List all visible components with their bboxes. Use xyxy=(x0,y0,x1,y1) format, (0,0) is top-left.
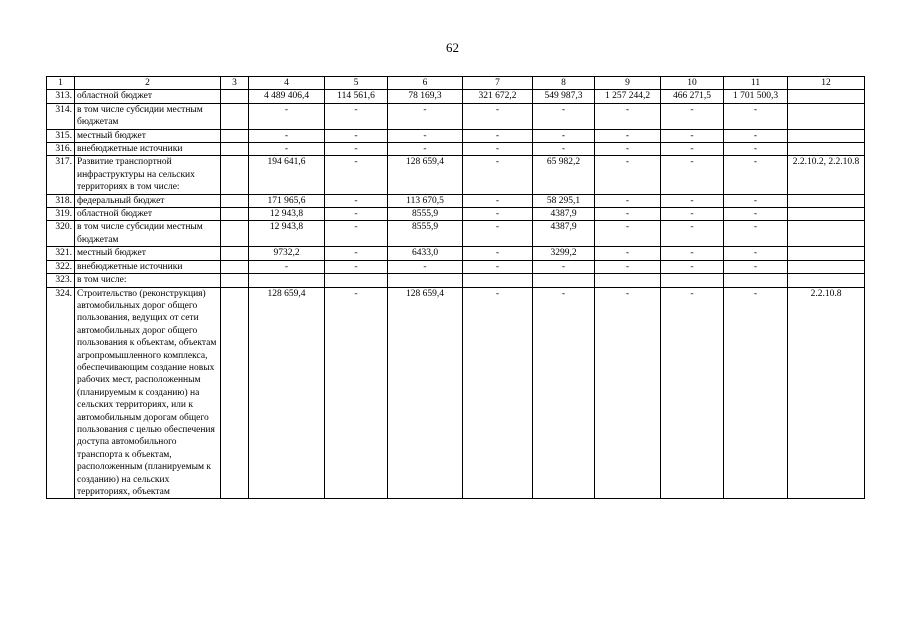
cell-col-10: - xyxy=(661,287,724,499)
row-name: в том числе субсидии местным бюджетам xyxy=(75,103,221,129)
row-name: в том числе субсидии местным бюджетам xyxy=(75,221,221,247)
cell-col-4: 12 943,8 xyxy=(249,208,325,221)
column-header: 5 xyxy=(325,77,388,90)
cell-col-11: - xyxy=(724,247,788,260)
table-row xyxy=(47,221,865,247)
cell-col-6 xyxy=(388,274,463,287)
column-header: 6 xyxy=(388,77,463,90)
cell-col-3 xyxy=(221,129,249,142)
budget-table xyxy=(46,76,865,499)
cell-col-11: - xyxy=(724,129,788,142)
cell-col-6: - xyxy=(388,129,463,142)
cell-col-7: - xyxy=(463,221,533,247)
cell-col-5: - xyxy=(325,260,388,273)
cell-col-7: - xyxy=(463,129,533,142)
cell-col-9: - xyxy=(595,194,661,207)
cell-col-9 xyxy=(595,274,661,287)
table-row xyxy=(47,287,865,499)
cell-col-10: - xyxy=(661,247,724,260)
cell-col-8: 65 982,2 xyxy=(533,156,595,194)
cell-col-6: - xyxy=(388,143,463,156)
column-header: 9 xyxy=(595,77,661,90)
row-number: 316. xyxy=(47,143,75,156)
row-number: 319. xyxy=(47,208,75,221)
cell-col-9: - xyxy=(595,247,661,260)
row-name: Развитие транспортной инфраструктуры на сельских территориях в том числе: xyxy=(75,156,221,194)
column-header: 8 xyxy=(533,77,595,90)
cell-col-7: - xyxy=(463,260,533,273)
cell-col-8: 58 295,1 xyxy=(533,194,595,207)
column-header: 1 xyxy=(47,77,75,90)
cell-col-8: - xyxy=(533,143,595,156)
row-name: областной бюджет xyxy=(75,208,221,221)
cell-col-5: - xyxy=(325,247,388,260)
cell-col-3 xyxy=(221,274,249,287)
cell-col-12 xyxy=(788,247,865,260)
table-body xyxy=(47,90,865,499)
cell-col-11: - xyxy=(724,103,788,129)
cell-col-11: - xyxy=(724,143,788,156)
cell-col-11: - xyxy=(724,260,788,273)
column-header: 7 xyxy=(463,77,533,90)
cell-col-3 xyxy=(221,194,249,207)
cell-col-6: 78 169,3 xyxy=(388,90,463,103)
cell-col-5 xyxy=(325,274,388,287)
cell-col-8: - xyxy=(533,129,595,142)
cell-col-5: - xyxy=(325,221,388,247)
cell-col-6: 113 670,5 xyxy=(388,194,463,207)
cell-col-3 xyxy=(221,143,249,156)
cell-col-8: 3299,2 xyxy=(533,247,595,260)
cell-col-4: - xyxy=(249,260,325,273)
page-number: 62 xyxy=(446,40,459,55)
cell-col-12 xyxy=(788,274,865,287)
cell-col-9: - xyxy=(595,287,661,499)
cell-col-11: - xyxy=(724,287,788,499)
cell-col-11 xyxy=(724,274,788,287)
table-row xyxy=(47,208,865,221)
cell-col-10: - xyxy=(661,260,724,273)
cell-col-3 xyxy=(221,90,249,103)
table-row xyxy=(47,247,865,260)
cell-col-4: - xyxy=(249,143,325,156)
cell-col-10: - xyxy=(661,194,724,207)
cell-col-9: - xyxy=(595,208,661,221)
row-name: Строительство (реконструкция) автомобильных дорог общего пользования, ведущих от сети автомобильных дорог общего пользования к объектам, объектам агропромышленного комплекса, обеспечивающим создание новых рабочих мест, расположенным (планируемым к созданию) на сельских территориях, или к автомобильным дорогам общего пользования с целью обеспечения доступа автомобильного транспорта к объектам, расположенным (планируемым к созданию) на сельских территориях, объектам xyxy=(75,287,221,499)
cell-col-4: - xyxy=(249,103,325,129)
cell-col-4: 194 641,6 xyxy=(249,156,325,194)
cell-col-9: - xyxy=(595,156,661,194)
table-row xyxy=(47,194,865,207)
row-number: 321. xyxy=(47,247,75,260)
cell-col-3 xyxy=(221,260,249,273)
cell-col-3 xyxy=(221,156,249,194)
cell-col-8 xyxy=(533,274,595,287)
cell-col-12 xyxy=(788,143,865,156)
cell-col-8: - xyxy=(533,260,595,273)
row-name: местный бюджет xyxy=(75,247,221,260)
row-number: 313. xyxy=(47,90,75,103)
cell-col-7: - xyxy=(463,247,533,260)
row-number: 323. xyxy=(47,274,75,287)
cell-col-7: - xyxy=(463,103,533,129)
cell-col-6: 128 659,4 xyxy=(388,287,463,499)
row-name: областной бюджет xyxy=(75,90,221,103)
cell-col-11: - xyxy=(724,156,788,194)
cell-col-5: - xyxy=(325,156,388,194)
cell-col-6: 6433,0 xyxy=(388,247,463,260)
row-name: местный бюджет xyxy=(75,129,221,142)
row-number: 315. xyxy=(47,129,75,142)
cell-col-10 xyxy=(661,274,724,287)
table-row xyxy=(47,103,865,129)
column-header: 11 xyxy=(724,77,788,90)
cell-col-3 xyxy=(221,247,249,260)
cell-col-6: 8555,9 xyxy=(388,208,463,221)
header-row xyxy=(47,77,865,90)
cell-col-6: - xyxy=(388,103,463,129)
cell-col-8: 549 987,3 xyxy=(533,90,595,103)
cell-col-4: 9732,2 xyxy=(249,247,325,260)
cell-col-5: 114 561,6 xyxy=(325,90,388,103)
cell-col-7: - xyxy=(463,143,533,156)
cell-col-5: - xyxy=(325,129,388,142)
row-number: 318. xyxy=(47,194,75,207)
cell-col-11: - xyxy=(724,194,788,207)
cell-col-5: - xyxy=(325,103,388,129)
column-header: 3 xyxy=(221,77,249,90)
cell-col-7 xyxy=(463,274,533,287)
row-number: 317. xyxy=(47,156,75,194)
cell-col-12 xyxy=(788,103,865,129)
cell-col-7: - xyxy=(463,208,533,221)
table-row xyxy=(47,129,865,142)
cell-col-10: - xyxy=(661,156,724,194)
cell-col-4: - xyxy=(249,129,325,142)
cell-col-4: 171 965,6 xyxy=(249,194,325,207)
column-header: 12 xyxy=(788,77,865,90)
cell-col-4 xyxy=(249,274,325,287)
cell-col-5: - xyxy=(325,143,388,156)
row-number: 314. xyxy=(47,103,75,129)
table-row xyxy=(47,260,865,273)
cell-col-10: 466 271,5 xyxy=(661,90,724,103)
cell-col-7: - xyxy=(463,156,533,194)
cell-col-7: - xyxy=(463,194,533,207)
row-number: 324. xyxy=(47,287,75,499)
row-name: внебюджетные источники xyxy=(75,260,221,273)
cell-col-8: 4387,9 xyxy=(533,208,595,221)
cell-col-9: - xyxy=(595,103,661,129)
cell-col-12 xyxy=(788,90,865,103)
cell-col-11: 1 701 500,3 xyxy=(724,90,788,103)
cell-col-8: 4387,9 xyxy=(533,221,595,247)
cell-col-11: - xyxy=(724,208,788,221)
cell-col-5: - xyxy=(325,194,388,207)
cell-col-8: - xyxy=(533,287,595,499)
cell-col-12: 2.2.10.8 xyxy=(788,287,865,499)
cell-col-11: - xyxy=(724,221,788,247)
cell-col-9: - xyxy=(595,129,661,142)
cell-col-4: 12 943,8 xyxy=(249,221,325,247)
cell-col-10: - xyxy=(661,208,724,221)
row-name: внебюджетные источники xyxy=(75,143,221,156)
column-header: 4 xyxy=(249,77,325,90)
column-header: 2 xyxy=(75,77,221,90)
cell-col-3 xyxy=(221,287,249,499)
cell-col-3 xyxy=(221,208,249,221)
cell-col-9: - xyxy=(595,260,661,273)
cell-col-5: - xyxy=(325,208,388,221)
cell-col-12 xyxy=(788,221,865,247)
cell-col-10: - xyxy=(661,143,724,156)
cell-col-6: 128 659,4 xyxy=(388,156,463,194)
cell-col-7: - xyxy=(463,287,533,499)
column-header: 10 xyxy=(661,77,724,90)
row-number: 322. xyxy=(47,260,75,273)
table-row xyxy=(47,90,865,103)
cell-col-6: 8555,9 xyxy=(388,221,463,247)
table-row xyxy=(47,274,865,287)
cell-col-12: 2.2.10.2, 2.2.10.8 xyxy=(788,156,865,194)
cell-col-12 xyxy=(788,208,865,221)
cell-col-12 xyxy=(788,260,865,273)
cell-col-9: - xyxy=(595,143,661,156)
cell-col-12 xyxy=(788,129,865,142)
cell-col-7: 321 672,2 xyxy=(463,90,533,103)
cell-col-10: - xyxy=(661,103,724,129)
row-number: 320. xyxy=(47,221,75,247)
cell-col-3 xyxy=(221,103,249,129)
cell-col-12 xyxy=(788,194,865,207)
row-name: в том числе: xyxy=(75,274,221,287)
cell-col-10: - xyxy=(661,221,724,247)
cell-col-4: 128 659,4 xyxy=(249,287,325,499)
table-row xyxy=(47,143,865,156)
cell-col-5: - xyxy=(325,287,388,499)
table-row xyxy=(47,156,865,194)
cell-col-3 xyxy=(221,221,249,247)
cell-col-9: 1 257 244,2 xyxy=(595,90,661,103)
row-name: федеральный бюджет xyxy=(75,194,221,207)
cell-col-9: - xyxy=(595,221,661,247)
cell-col-6: - xyxy=(388,260,463,273)
cell-col-10: - xyxy=(661,129,724,142)
cell-col-4: 4 489 406,4 xyxy=(249,90,325,103)
cell-col-8: - xyxy=(533,103,595,129)
